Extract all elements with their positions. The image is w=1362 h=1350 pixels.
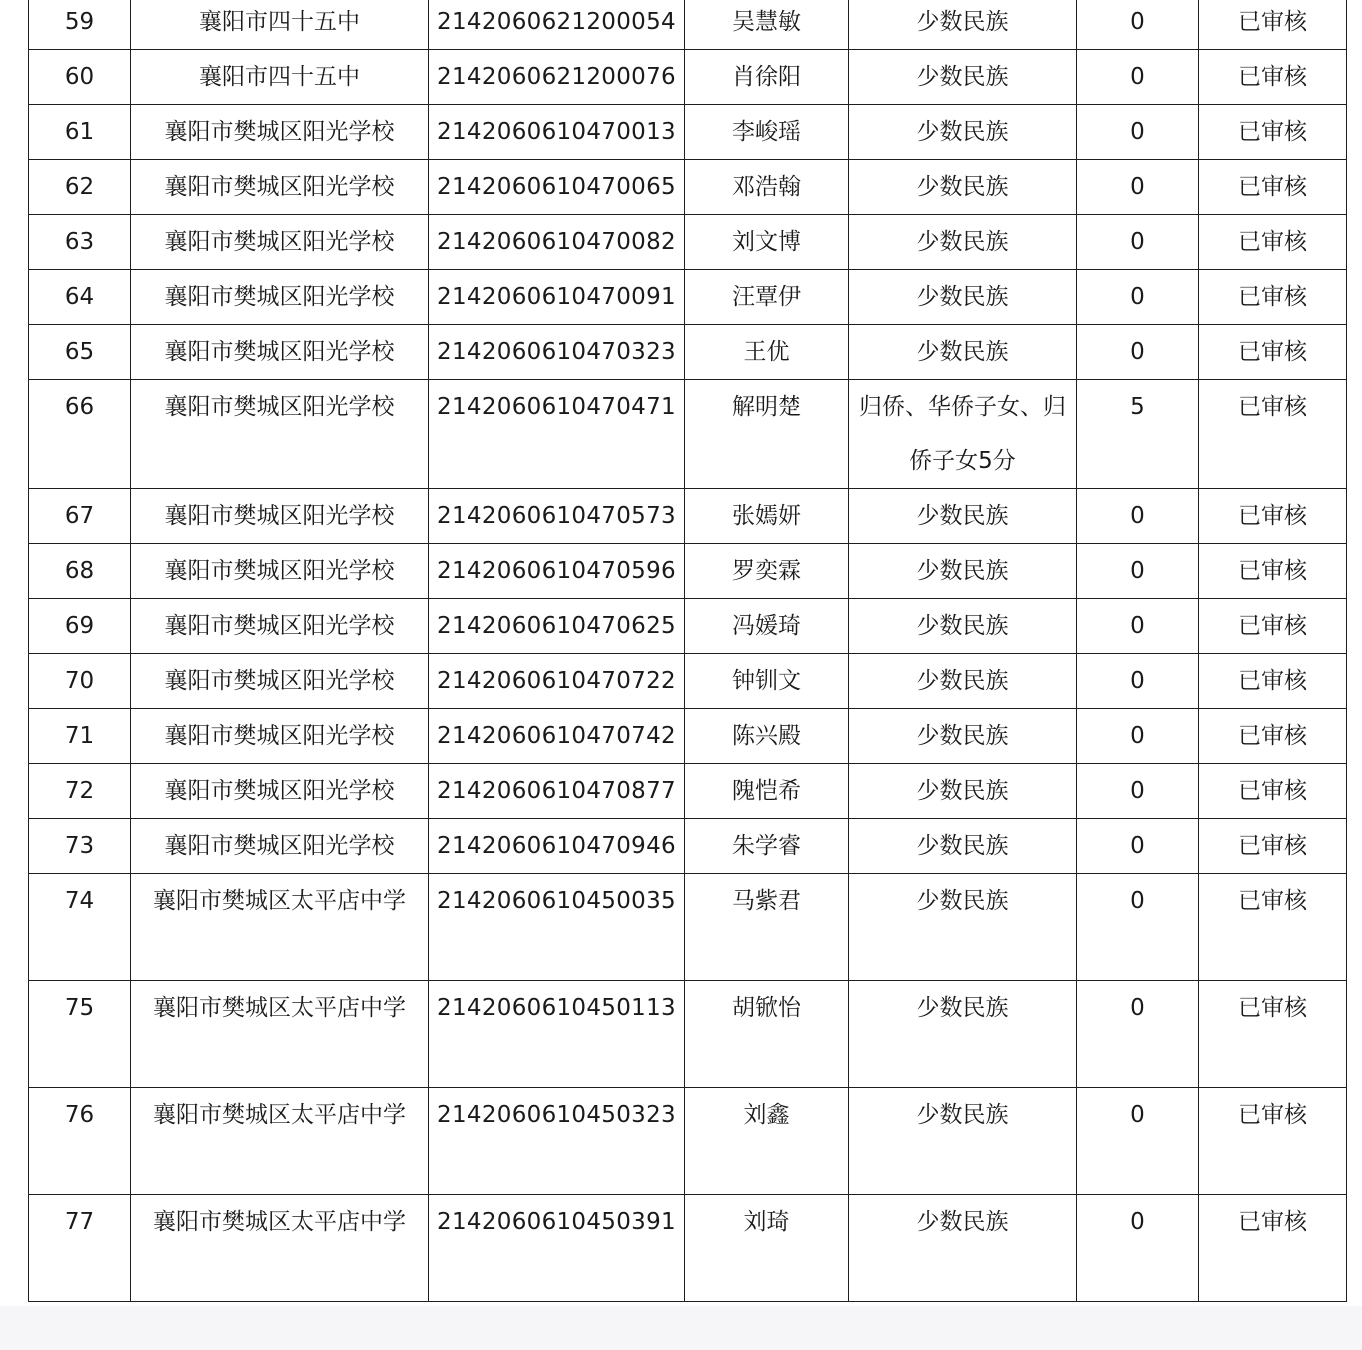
student-name-cell: 刘文博: [685, 215, 849, 270]
review-status-cell: 已审核: [1199, 325, 1347, 380]
student-name-cell: 陈兴殿: [685, 709, 849, 764]
row-number-cell: 70: [29, 654, 131, 709]
exam-id-cell: 2142060610470722: [429, 654, 685, 709]
row-number-cell: 59: [29, 0, 131, 50]
student-name-cell: 朱学睿: [685, 819, 849, 874]
exam-id-cell: 2142060610470877: [429, 764, 685, 819]
exam-id-cell: 2142060610470082: [429, 215, 685, 270]
review-status-cell: 已审核: [1199, 380, 1347, 489]
school-cell: 襄阳市樊城区阳光学校: [131, 160, 429, 215]
bonus-category-cell: 少数民族: [849, 1088, 1077, 1195]
bonus-category-cell: 少数民族: [849, 160, 1077, 215]
school-cell: 襄阳市樊城区太平店中学: [131, 874, 429, 981]
student-name-cell: 汪覃伊: [685, 270, 849, 325]
bonus-category-cell: 归侨、华侨子女、归侨子女5分: [849, 380, 1077, 489]
row-number-cell: 68: [29, 544, 131, 599]
review-status-cell: 已审核: [1199, 160, 1347, 215]
student-name-cell: 吴慧敏: [685, 0, 849, 50]
school-cell: 襄阳市樊城区太平店中学: [131, 981, 429, 1088]
exam-id-cell: 2142060610450323: [429, 1088, 685, 1195]
table-row: [29, 105, 1347, 160]
student-name-cell: 罗奕霖: [685, 544, 849, 599]
student-name-cell: 马紫君: [685, 874, 849, 981]
table-row: [29, 874, 1347, 981]
row-number-cell: 61: [29, 105, 131, 160]
bonus-category-cell: 少数民族: [849, 325, 1077, 380]
review-status-cell: 已审核: [1199, 50, 1347, 105]
bonus-category-cell: 少数民族: [849, 1195, 1077, 1302]
table-row: [29, 1088, 1347, 1195]
school-cell: 襄阳市樊城区阳光学校: [131, 819, 429, 874]
student-name-cell: 刘鑫: [685, 1088, 849, 1195]
exam-id-cell: 2142060621200054: [429, 0, 685, 50]
school-cell: 襄阳市樊城区阳光学校: [131, 489, 429, 544]
bonus-points-cell: 0: [1077, 160, 1199, 215]
row-number-cell: 71: [29, 709, 131, 764]
review-status-cell: 已审核: [1199, 819, 1347, 874]
bonus-category-cell: 少数民族: [849, 544, 1077, 599]
table-row: [29, 599, 1347, 654]
table-row: [29, 50, 1347, 105]
row-number-cell: 76: [29, 1088, 131, 1195]
bonus-category-cell: 少数民族: [849, 709, 1077, 764]
school-cell: 襄阳市樊城区阳光学校: [131, 380, 429, 489]
exam-id-cell: 2142060610470091: [429, 270, 685, 325]
exam-id-cell: 2142060610470013: [429, 105, 685, 160]
bonus-category-cell: 少数民族: [849, 50, 1077, 105]
row-number-cell: 69: [29, 599, 131, 654]
bonus-points-cell: 0: [1077, 599, 1199, 654]
exam-id-cell: 2142060610450035: [429, 874, 685, 981]
exam-id-cell: 2142060610470065: [429, 160, 685, 215]
school-cell: 襄阳市樊城区阳光学校: [131, 654, 429, 709]
review-status-cell: 已审核: [1199, 874, 1347, 981]
exam-id-cell: 2142060610470946: [429, 819, 685, 874]
row-number-cell: 62: [29, 160, 131, 215]
review-status-cell: 已审核: [1199, 654, 1347, 709]
review-status-cell: 已审核: [1199, 709, 1347, 764]
table-row: [29, 981, 1347, 1088]
student-name-cell: 隗恺希: [685, 764, 849, 819]
table-row: [29, 1195, 1347, 1302]
bonus-points-cell: 0: [1077, 654, 1199, 709]
table-row: [29, 325, 1347, 380]
review-status-cell: 已审核: [1199, 215, 1347, 270]
student-name-cell: 解明楚: [685, 380, 849, 489]
student-name-cell: 冯媛琦: [685, 599, 849, 654]
school-cell: 襄阳市四十五中: [131, 50, 429, 105]
row-number-cell: 73: [29, 819, 131, 874]
review-status-cell: 已审核: [1199, 105, 1347, 160]
row-number-cell: 64: [29, 270, 131, 325]
exam-id-cell: 2142060610470323: [429, 325, 685, 380]
table-row: [29, 270, 1347, 325]
exam-id-cell: 2142060610470471: [429, 380, 685, 489]
table-row: [29, 160, 1347, 215]
bonus-points-cell: 0: [1077, 544, 1199, 599]
bonus-points-cell: 0: [1077, 489, 1199, 544]
school-cell: 襄阳市四十五中: [131, 0, 429, 50]
bonus-points-cell: 0: [1077, 1195, 1199, 1302]
review-status-cell: 已审核: [1199, 599, 1347, 654]
school-cell: 襄阳市樊城区太平店中学: [131, 1195, 429, 1302]
school-cell: 襄阳市樊城区阳光学校: [131, 544, 429, 599]
exam-id-cell: 2142060610450113: [429, 981, 685, 1088]
bonus-points-cell: 0: [1077, 874, 1199, 981]
student-name-cell: 钟钏文: [685, 654, 849, 709]
bonus-category-cell: 少数民族: [849, 105, 1077, 160]
table-row: [29, 709, 1347, 764]
row-number-cell: 65: [29, 325, 131, 380]
bonus-points-cell: 0: [1077, 50, 1199, 105]
exam-id-cell: 2142060610450391: [429, 1195, 685, 1302]
exam-id-cell: 2142060610470742: [429, 709, 685, 764]
page-background-strip: [0, 1306, 1362, 1350]
row-number-cell: 72: [29, 764, 131, 819]
row-number-cell: 67: [29, 489, 131, 544]
row-number-cell: 74: [29, 874, 131, 981]
table-row: [29, 215, 1347, 270]
review-status-cell: 已审核: [1199, 270, 1347, 325]
bonus-category-cell: 少数民族: [849, 764, 1077, 819]
exam-id-cell: 2142060610470596: [429, 544, 685, 599]
school-cell: 襄阳市樊城区阳光学校: [131, 215, 429, 270]
review-status-cell: 已审核: [1199, 981, 1347, 1088]
row-number-cell: 66: [29, 380, 131, 489]
student-name-cell: 李峻瑶: [685, 105, 849, 160]
bonus-points-cell: 0: [1077, 270, 1199, 325]
bonus-category-cell: 少数民族: [849, 981, 1077, 1088]
bonus-category-cell: 少数民族: [849, 489, 1077, 544]
bonus-points-cell: 0: [1077, 981, 1199, 1088]
bonus-points-cell: 0: [1077, 215, 1199, 270]
bonus-points-cell: 0: [1077, 709, 1199, 764]
table-row: [29, 380, 1347, 489]
bonus-points-cell: 0: [1077, 1088, 1199, 1195]
school-cell: 襄阳市樊城区阳光学校: [131, 764, 429, 819]
bonus-points-cell: 0: [1077, 105, 1199, 160]
school-cell: 襄阳市樊城区阳光学校: [131, 105, 429, 160]
student-name-cell: 张嫣妍: [685, 489, 849, 544]
exam-id-cell: 2142060610470573: [429, 489, 685, 544]
row-number-cell: 77: [29, 1195, 131, 1302]
school-cell: 襄阳市樊城区太平店中学: [131, 1088, 429, 1195]
review-status-cell: 已审核: [1199, 544, 1347, 599]
school-cell: 襄阳市樊城区阳光学校: [131, 270, 429, 325]
student-name-cell: 邓浩翰: [685, 160, 849, 215]
table-body: [29, 0, 1347, 1302]
review-status-cell: 已审核: [1199, 489, 1347, 544]
student-name-cell: 刘琦: [685, 1195, 849, 1302]
table-row: [29, 654, 1347, 709]
row-number-cell: 60: [29, 50, 131, 105]
bonus-category-cell: 少数民族: [849, 654, 1077, 709]
bonus-points-cell: 5: [1077, 380, 1199, 489]
student-name-cell: 王优: [685, 325, 849, 380]
bonus-category-cell: 少数民族: [849, 599, 1077, 654]
bonus-points-cell: 0: [1077, 325, 1199, 380]
table-row: [29, 544, 1347, 599]
table-row: [29, 819, 1347, 874]
exam-id-cell: 2142060610470625: [429, 599, 685, 654]
row-number-cell: 63: [29, 215, 131, 270]
school-cell: 襄阳市樊城区阳光学校: [131, 709, 429, 764]
row-number-cell: 75: [29, 981, 131, 1088]
table-row: [29, 0, 1347, 50]
bonus-category-cell: 少数民族: [849, 0, 1077, 50]
bonus-points-cell: 0: [1077, 764, 1199, 819]
bonus-points-cell: 0: [1077, 819, 1199, 874]
school-cell: 襄阳市樊城区阳光学校: [131, 599, 429, 654]
bonus-category-cell: 少数民族: [849, 270, 1077, 325]
bonus-category-cell: 少数民族: [849, 819, 1077, 874]
review-status-cell: 已审核: [1199, 0, 1347, 50]
bonus-category-cell: 少数民族: [849, 215, 1077, 270]
bonus-points-table: [28, 0, 1347, 1302]
bonus-points-cell: 0: [1077, 0, 1199, 50]
student-name-cell: 胡锨怡: [685, 981, 849, 1088]
exam-id-cell: 2142060621200076: [429, 50, 685, 105]
school-cell: 襄阳市樊城区阳光学校: [131, 325, 429, 380]
review-status-cell: 已审核: [1199, 1195, 1347, 1302]
review-status-cell: 已审核: [1199, 764, 1347, 819]
table-row: [29, 489, 1347, 544]
table-row: [29, 764, 1347, 819]
review-status-cell: 已审核: [1199, 1088, 1347, 1195]
student-name-cell: 肖徐阳: [685, 50, 849, 105]
bonus-category-cell: 少数民族: [849, 874, 1077, 981]
